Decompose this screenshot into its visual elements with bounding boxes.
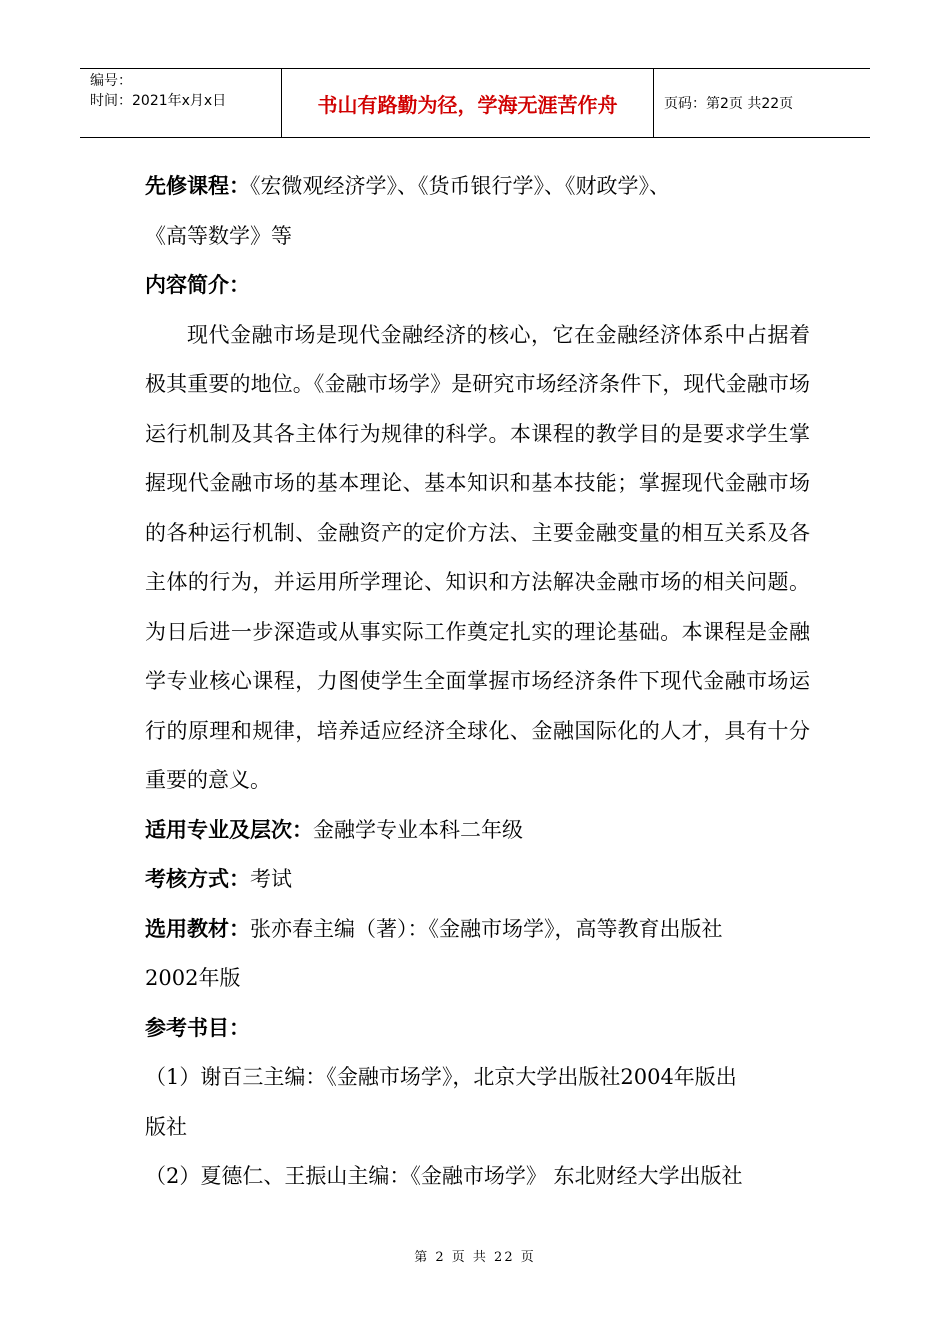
references-label: 参考书目： (145, 1015, 250, 1040)
time-label: 时间：2021年x月x日 (90, 93, 227, 109)
assessment-value: 考试 (250, 867, 292, 891)
header-meta (80, 69, 282, 137)
header-motto: 书山有路勤为径，学海无涯苦作舟 (282, 69, 654, 137)
major-label: 适用专业及层次： (145, 817, 313, 842)
textbook-line-2: 2002年版 (145, 966, 241, 990)
intro-label: 内容简介： (145, 273, 250, 297)
major-line (145, 806, 810, 856)
textbook-line (145, 905, 810, 955)
reference-item-2: （2）夏德仁、王振山主编：《金融市场学》 东北财经大学出版社 (145, 1164, 743, 1188)
prerequisite-value: 《宏微观经济学》、《货币银行学》、《财政学》、 (250, 174, 670, 198)
textbook-label: 选用教材： (145, 916, 250, 941)
document-body (145, 162, 810, 1202)
assessment-label: 考核方式： (145, 867, 250, 891)
header-page-info: 页码：第2页 共22页 (664, 96, 794, 112)
page-header (80, 68, 870, 138)
assessment-line (145, 855, 810, 905)
major-value: 金融学专业本科二年级 (313, 817, 523, 842)
intro-paragraph: 现代金融市场是现代金融经济的核心，它在金融经济体系中占据着极其重要的地位。《金融市场学》是研究市场经济条件下，现代金融市场运行机制及其各主体行为规律的科学。本课程的教学目的是要求学生掌握现代金融市场的基本理论、基本知识和基本技能；掌握现代金融市场的各种运行机制、金融资产的定价方法、主要金融变量的相互关系及各主体的行为，并运用所学理论、知识和方法解决金融市场的相关问题。为日后进一步深造或从事实际工作奠定扎实的理论基础。本课程是金融学专业核心课程，力图使学生全面掌握市场经济条件下现代金融市场运行的原理和规律，培养适应经济全球化、金融国际化的人才，具有十分重要的意义。 (145, 322, 810, 792)
reference-item-1-cont: 版社 (145, 1114, 187, 1139)
number-label: 编号： (90, 73, 132, 89)
page-footer: 第 2 页 共 22 页 (414, 1250, 536, 1265)
prerequisite-line-2: 《高等数学》等 (145, 223, 292, 248)
prerequisite-label: 先修课程： (145, 174, 250, 198)
reference-item-1: （1）谢百三主编：《金融市场学》，北京大学出版社2004年版出 (145, 1065, 737, 1089)
prerequisite-line (145, 162, 810, 212)
textbook-value: 张亦春主编（著）：《金融市场学》，高等教育出版社 (250, 916, 723, 941)
